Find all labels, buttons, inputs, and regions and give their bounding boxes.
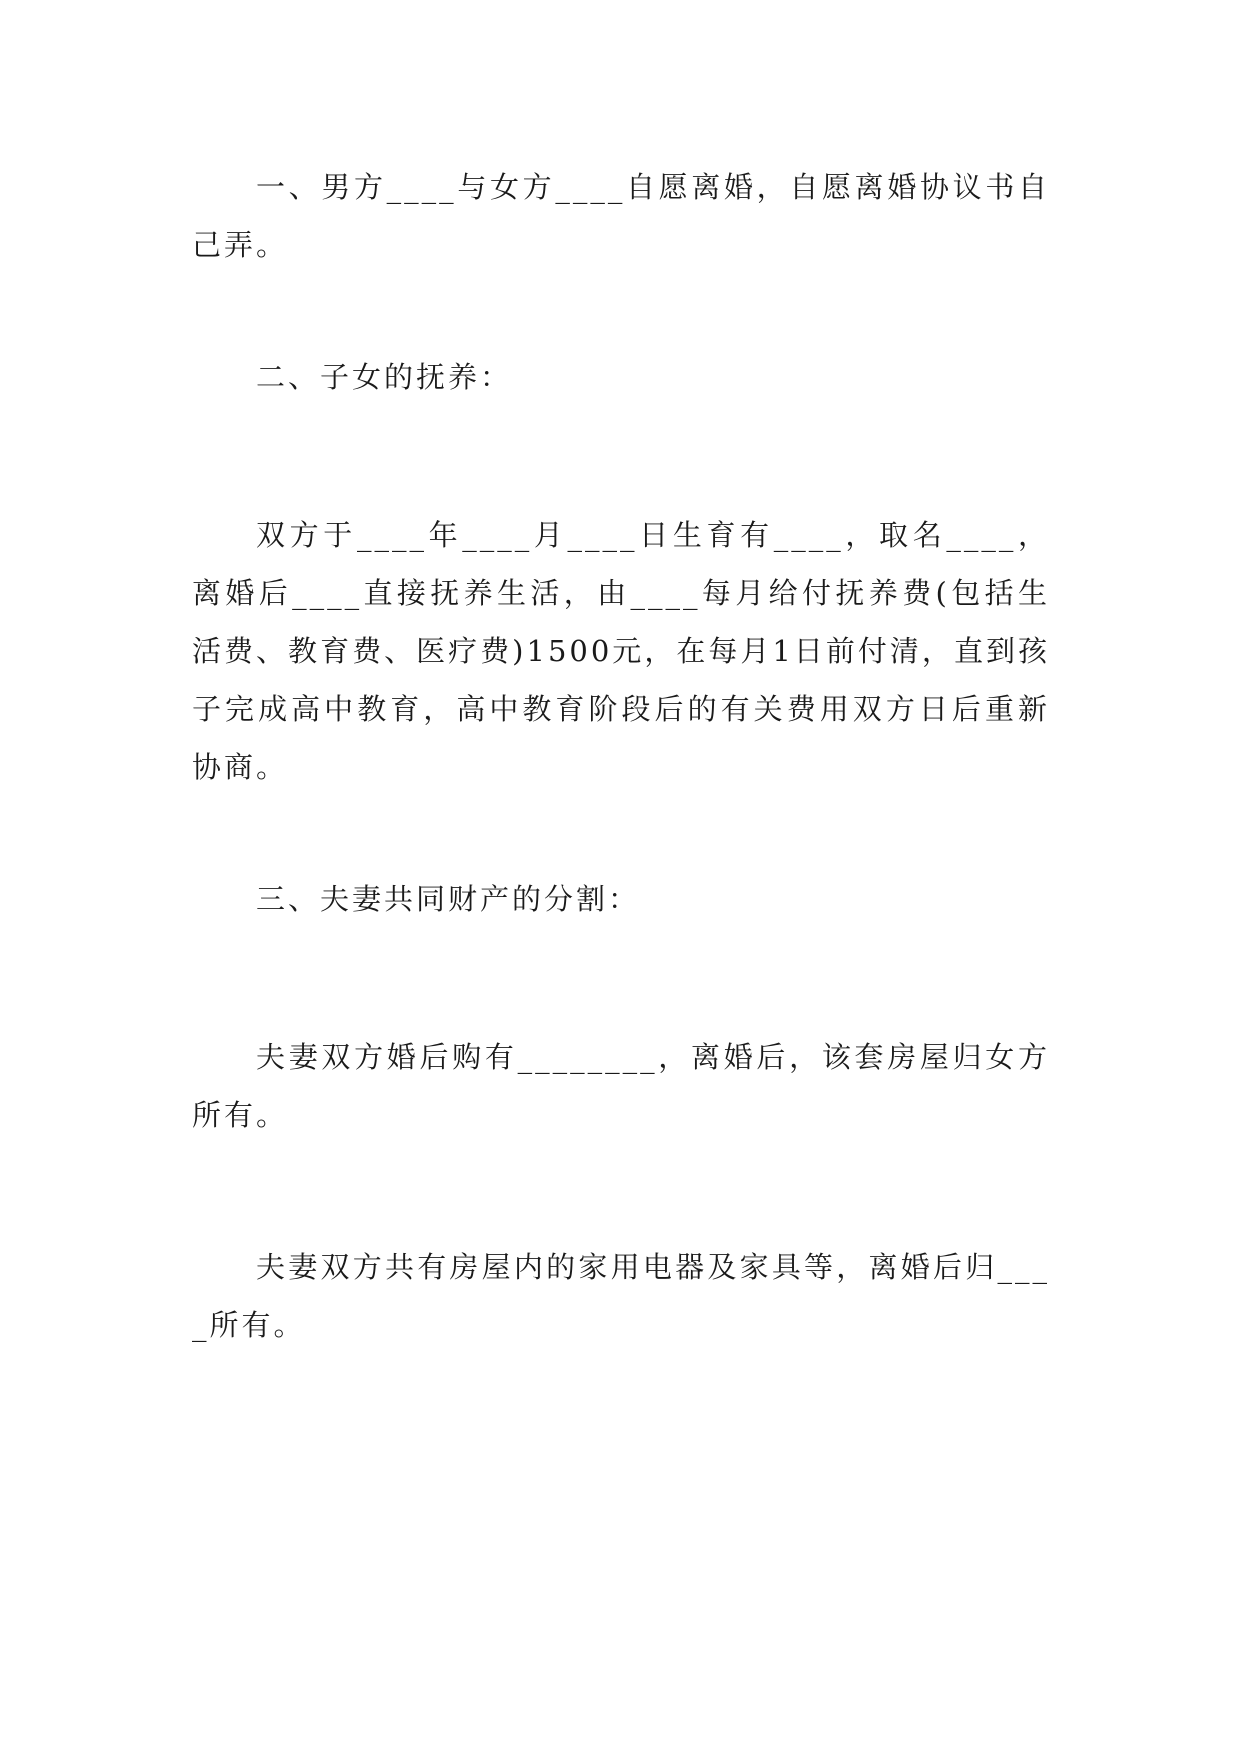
clause-3-heading: 三、夫妻共同财产的分割： — [256, 882, 641, 916]
clause-3-furniture: 夫妻双方共有房屋内的家用电器及家具等，离婚后归____所有。 — [192, 1250, 1050, 1342]
clause-2-child-support: 双方于____年____月____日生育有____，取名____，离婚后____直接抚养生活，由____每月给付抚养费(包括生活费、教育费、医疗费)1500元，在每月1日前付清，直到孩子完成高中教育，高中教育阶段后的有关费用双方日后重新协商。 — [192, 518, 1050, 784]
clause-1-divorce: 一、男方____与女方____自愿离婚，自愿离婚协议书自己弄。 — [192, 170, 1050, 262]
clause-3-house: 夫妻双方婚后购有________，离婚后，该套房屋归女方所有。 — [192, 1040, 1050, 1132]
clause-2-heading: 二、子女的抚养： — [256, 360, 513, 394]
